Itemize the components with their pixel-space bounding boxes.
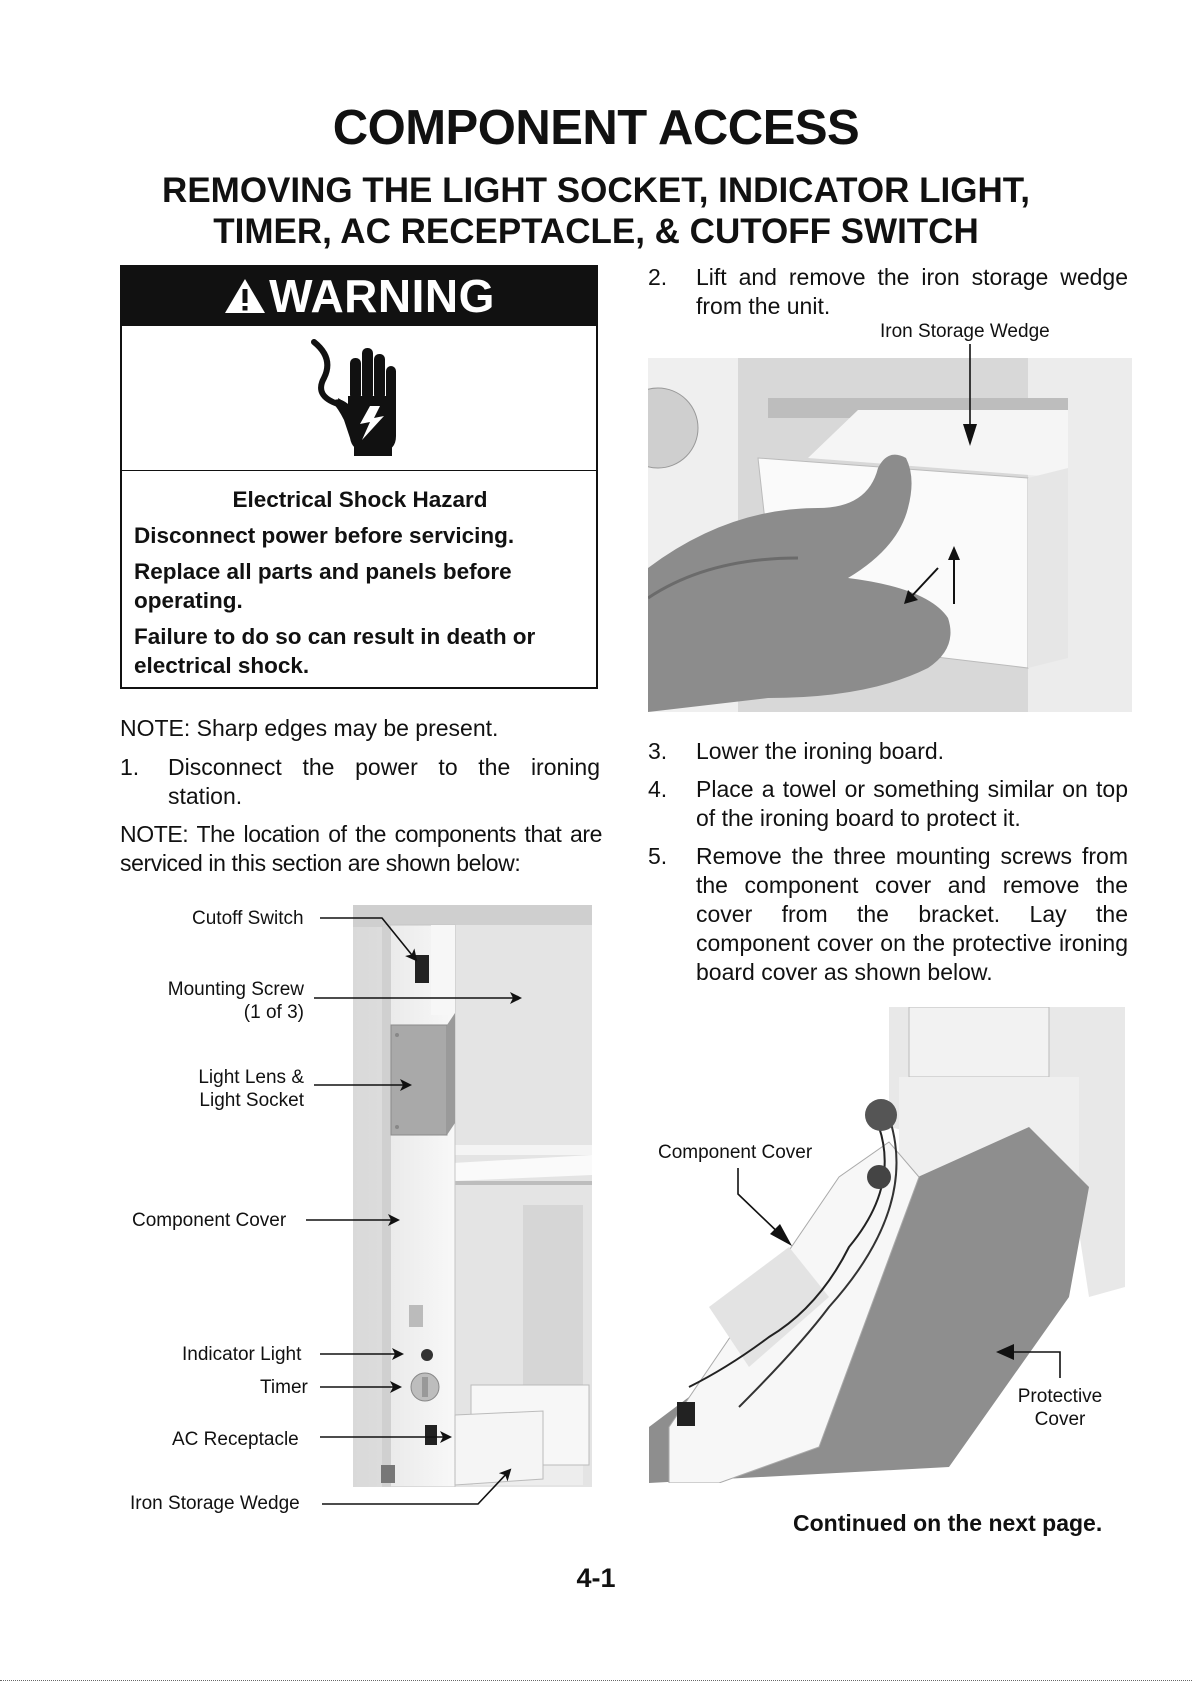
label-cutoff-switch: Cutoff Switch bbox=[192, 908, 304, 929]
photo2-label-iron-storage-wedge: Iron Storage Wedge bbox=[880, 321, 1050, 342]
label-component-cover: Component Cover bbox=[132, 1210, 287, 1231]
photo3-label-component-cover: Component Cover bbox=[658, 1142, 813, 1163]
label-light-lens bbox=[160, 1066, 304, 1112]
step-3 bbox=[648, 737, 1128, 766]
step-4-text: Place a towel or something similar on top of the ironing board to protect it. bbox=[696, 776, 1128, 831]
continued-note: Continued on the next page. bbox=[793, 1510, 1103, 1536]
label-timer: Timer bbox=[260, 1377, 308, 1398]
label-mounting-screw-line1: Mounting Screw bbox=[167, 979, 304, 1000]
warning-line-3: Failure to do so can result in death or electrical shock. bbox=[134, 624, 536, 678]
step-5-number: 5. bbox=[648, 843, 668, 869]
page-subtitle bbox=[0, 170, 1192, 252]
label-ac-receptacle: AC Receptacle bbox=[172, 1429, 299, 1450]
electric-shock-hand-icon bbox=[304, 338, 414, 458]
step-4-number: 4. bbox=[648, 776, 668, 802]
label-light-lens-line1: Light Lens & bbox=[198, 1067, 304, 1088]
warning-box bbox=[120, 265, 598, 689]
photo3-label-protective-line1: Protective bbox=[1017, 1386, 1103, 1407]
step-4 bbox=[648, 775, 1128, 833]
note-sharp-edges: NOTE: Sharp edges may be present. bbox=[120, 715, 499, 741]
photo2-callout-arrow bbox=[960, 344, 980, 448]
page-number: 4-1 bbox=[576, 1563, 616, 1593]
step-3-text: Lower the ironing board. bbox=[696, 738, 945, 764]
note-location: NOTE: The location of the components that are serviced in this section are shown below: bbox=[120, 821, 602, 876]
step-2 bbox=[648, 263, 1128, 321]
step-2-text: Lift and remove the iron storage wedge from the unit. bbox=[696, 264, 1128, 319]
page-bottom-rule bbox=[0, 1680, 1192, 1681]
photo3-callout-lines bbox=[700, 1160, 1100, 1390]
step-3-number: 3. bbox=[648, 738, 668, 764]
step-2-number: 2. bbox=[648, 264, 668, 290]
hazard-title: Electrical Shock Hazard bbox=[232, 487, 488, 512]
label-mounting-screw bbox=[160, 978, 304, 1024]
subtitle-line-2: TIMER, AC RECEPTACLE, & CUTOFF SWITCH bbox=[213, 212, 979, 251]
label-light-lens-line2: Light Socket bbox=[199, 1090, 304, 1111]
step-1-text: Disconnect the power to the ironing station. bbox=[168, 754, 600, 809]
shock-hazard-area bbox=[122, 326, 596, 471]
photo3-label-protective-cover bbox=[1000, 1385, 1120, 1431]
warning-header bbox=[122, 267, 596, 326]
warning-heading: WARNING bbox=[269, 270, 495, 322]
diagram1-callout-lines bbox=[0, 880, 600, 1520]
wedge-removal-photo bbox=[648, 358, 1132, 712]
photo3-label-protective-line2: Cover bbox=[1034, 1409, 1086, 1430]
step-5-text: Remove the three mounting screws from the component cover and remove the cover from the bracket. Lay the component cover on the protective ironing board cover as shown below. bbox=[696, 843, 1128, 985]
wedge-removal-illustration bbox=[648, 358, 1132, 712]
warning-triangle-icon bbox=[223, 277, 267, 315]
step-1 bbox=[120, 753, 600, 811]
page-title: COMPONENT ACCESS bbox=[332, 101, 860, 155]
step-1-number: 1. bbox=[120, 754, 140, 780]
warning-line-2: Replace all parts and panels before operating. bbox=[134, 559, 512, 613]
warning-text bbox=[122, 471, 596, 680]
label-iron-storage-wedge: Iron Storage Wedge bbox=[130, 1493, 300, 1514]
label-mounting-screw-line2: (1 of 3) bbox=[243, 1002, 304, 1023]
warning-line-1: Disconnect power before servicing. bbox=[134, 523, 515, 548]
step-5 bbox=[648, 842, 1128, 987]
label-indicator-light: Indicator Light bbox=[182, 1344, 302, 1365]
subtitle-line-1: REMOVING THE LIGHT SOCKET, INDICATOR LIGHT, bbox=[162, 171, 1030, 210]
